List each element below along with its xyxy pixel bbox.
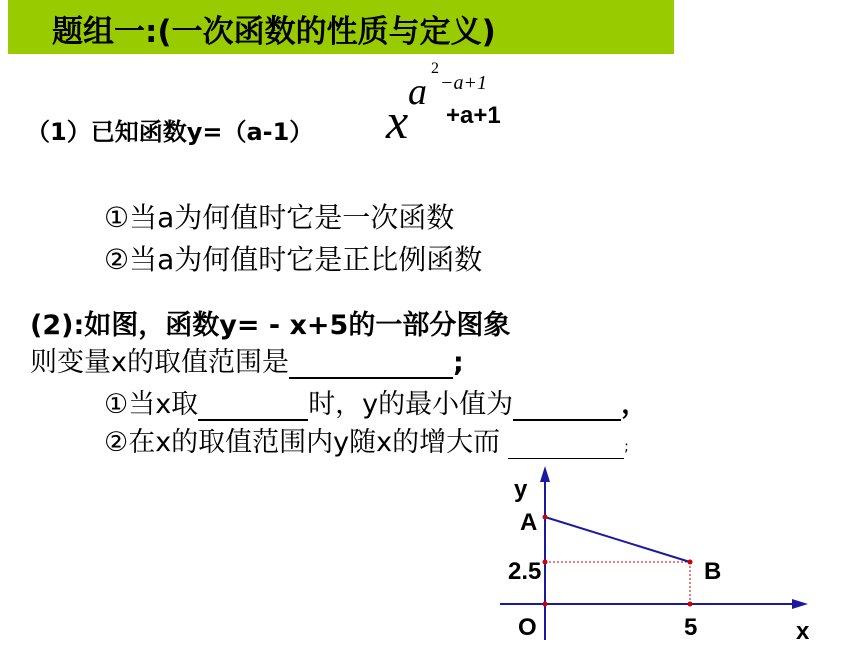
q1-sub1: ①当a为何值时它是一次函数 (104, 201, 455, 234)
q2-line4 (104, 420, 629, 459)
answer-blank-ymin[interactable] (513, 393, 621, 421)
q2-line3-end: ， (621, 389, 649, 420)
answer-blank-range[interactable] (289, 351, 453, 379)
title-bar (8, 0, 674, 54)
q2-line2-end: ; (452, 347, 464, 378)
page-title: 题组一:(一次函数的性质与定义) (52, 14, 496, 50)
q2-line2-text: 则变量x的取值范围是 (30, 347, 289, 378)
q2-line2 (30, 340, 464, 379)
formula-tail: +a+1 (446, 102, 501, 129)
label-2.5: 2.5 (508, 558, 542, 585)
q2-line4-text: ②在x的取值范围内y随x的增大而 (104, 427, 501, 458)
point-B (688, 560, 693, 565)
label-A: A (520, 509, 538, 536)
q2-line3 (104, 382, 648, 421)
q2-line4-end: ; (624, 439, 629, 455)
answer-blank-trend[interactable] (508, 438, 624, 459)
point-x-5 (688, 602, 693, 607)
point-y-2.5 (543, 560, 548, 565)
label-B: B (704, 558, 722, 585)
q2-line1: (2):如图，函数y= - x+5的一部分图象 (30, 310, 511, 341)
label-5: 5 (684, 614, 698, 641)
formula-exponent-square: 2 (431, 60, 439, 77)
label-O: O (518, 614, 537, 641)
q1-prefix: （1）已知函数y=（a-1） (26, 118, 314, 146)
q2-line3-part1: ①当x取 (104, 389, 199, 420)
function-segment-AB (545, 517, 690, 562)
answer-blank-x[interactable] (198, 393, 308, 421)
label-y: y (514, 476, 528, 503)
q1-sub2: ②当a为何值时它是正比例函数 (104, 243, 483, 276)
formula-exponent-rest: −a+1 (440, 72, 487, 94)
point-origin (543, 602, 548, 607)
q2-line3-part2: 时，y的最小值为 (308, 389, 514, 420)
function-graph (470, 462, 850, 645)
point-A (543, 515, 548, 520)
y-axis-arrow (540, 466, 550, 482)
x-axis-arrow (792, 599, 808, 609)
formula-base-x: x (386, 93, 409, 149)
label-x: x (796, 618, 810, 645)
formula-exponent-a: a (408, 71, 427, 113)
